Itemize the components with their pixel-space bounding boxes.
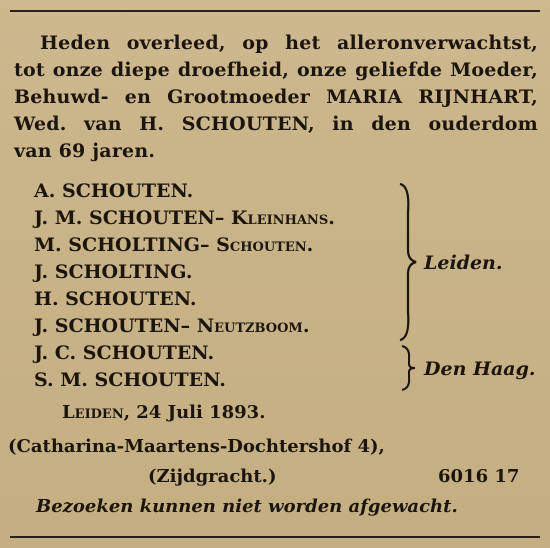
intro-line-1: Heden overleed, op het alleronverwachtst,	[40, 32, 538, 54]
family-list	[34, 178, 414, 394]
address-sub: (Zijdgracht.)	[148, 466, 277, 487]
announcement-text	[14, 30, 538, 165]
family-member: J. M. SCHOUTEN– Kleinhans.	[34, 207, 335, 229]
brace-den-haag-icon	[398, 344, 418, 392]
family-member: S. M. SCHOUTEN.	[34, 369, 226, 391]
intro-line-4: Wed. van H. SCHOUTEN, in den ouderdom	[14, 113, 538, 135]
brace-leiden-icon	[396, 182, 418, 342]
intro-line-2: tot onze diepe droefheid, onze geliefde Moeder,	[14, 59, 538, 81]
date-line: Leiden, 24 Juli 1893.	[62, 402, 266, 423]
family-member: M. SCHOLTING– Schouten.	[34, 234, 314, 256]
family-member: J. SCHOLTING.	[34, 261, 193, 283]
address-line: (Catharina-Maartens-Dochtershof 4),	[8, 436, 385, 457]
intro-line-5: van 69 jaren.	[14, 140, 156, 162]
intro-line-3: Behuwd- en Grootmoeder MARIA RIJNHART,	[14, 86, 538, 108]
family-member: A. SCHOUTEN.	[34, 180, 194, 202]
family-member: J. C. SCHOUTEN.	[34, 342, 215, 364]
place-den-haag: Den Haag.	[424, 358, 536, 380]
top-rule	[10, 10, 540, 12]
footer-note: Bezoeken kunnen niet worden afgewacht.	[36, 496, 458, 517]
place-leiden: Leiden.	[424, 252, 503, 274]
bottom-rule	[10, 536, 540, 538]
family-member: H. SCHOUTEN.	[34, 288, 197, 310]
reference-number: 6016 17	[438, 466, 520, 487]
family-member: J. SCHOUTEN– Neutzboom.	[34, 315, 310, 337]
